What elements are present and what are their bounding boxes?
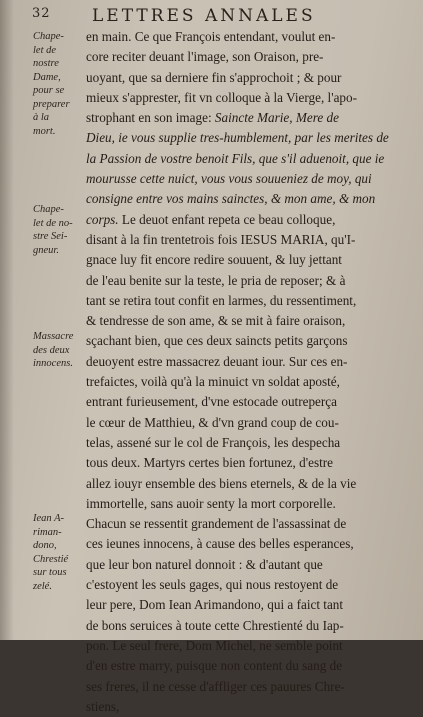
text-span: Le deuot enfant repeta ce beau colloque, — [118, 211, 336, 227]
text-span: deuoyent estre massacrez deuant iour. Sur ces en- — [86, 353, 348, 369]
text-span: strophant en son image: — [86, 110, 215, 126]
text-span: en main. Ce que François entendant, voulut en- — [86, 29, 336, 44]
margin-note-line: stre Sei- — [33, 231, 68, 242]
text-span: ces ieunes innocens, à cause des belles esperances, — [86, 536, 354, 552]
italic-text-span: Saincte Marie, Mere de — [214, 110, 339, 126]
text-line — [86, 47, 416, 67]
text-line — [86, 453, 416, 473]
text-line — [86, 392, 416, 412]
text-line — [86, 189, 416, 209]
text-line — [86, 677, 416, 697]
text-span: entrant furieusement, d'vne estocade outreperça — [86, 394, 337, 410]
text-span: que leur bon naturel donnoit : & d'autant que — [86, 556, 323, 572]
margin-note-line: mort. — [33, 125, 56, 137]
margin-note-chapelet-dame — [33, 30, 83, 138]
page-number: 32 — [32, 6, 51, 21]
margin-note-line: Iean A- — [33, 513, 65, 524]
text-line — [86, 68, 416, 88]
text-span: & tendresse de son ame, & se mit à faire oraison, — [86, 313, 346, 329]
text-span: tant se retira tout confit en larmes, du ressentiment, — [86, 292, 357, 308]
text-line — [86, 372, 416, 392]
text-span: sçachant bien, que ces deux saincts petits garçons — [86, 333, 348, 349]
text-span: de l'eau benite sur la teste, le pria de reposer; & à — [86, 272, 346, 288]
text-span: stiens, — [86, 698, 120, 714]
text-line — [86, 595, 416, 615]
text-span: ses freres, il ne cesse d'affliger ces pauures Chre- — [86, 678, 345, 694]
text-line — [86, 575, 416, 595]
margin-note-line: sur tous — [33, 567, 67, 578]
margin-note-line: let de — [33, 44, 57, 56]
text-span: allez iouyr ensemble des biens eternels, & de la vie — [86, 475, 357, 491]
text-line — [86, 230, 416, 250]
text-line — [86, 271, 416, 291]
text-line — [86, 27, 416, 47]
text-span: d'en estre marry, puisque non content du sang de — [86, 658, 343, 674]
text-span: Chacun se ressentit grandement de l'assassinat de — [86, 516, 347, 532]
margin-note-chapelet-seigneur — [33, 203, 83, 257]
body-text — [86, 27, 416, 717]
margin-note-line: Chape- — [33, 31, 64, 42]
margin-note-line: innocens. — [33, 358, 73, 369]
margin-note-line: nostre — [33, 58, 59, 69]
text-line — [86, 210, 416, 230]
text-line — [86, 108, 416, 128]
text-span: tous deux. Martyrs certes bien fortunez, d'estre — [86, 455, 333, 471]
text-line — [86, 433, 416, 453]
text-line — [86, 555, 416, 575]
italic-text-span: la Passion de vostre benoit Fils, que s'il aduenoit, que ie — [86, 150, 385, 166]
text-line — [86, 128, 416, 148]
italic-text-span: corps. — [86, 211, 119, 227]
text-span: trefaictes, voilà qu'à la minuict vn soldat aposté, — [86, 374, 340, 390]
margin-note-line: let de no- — [33, 217, 73, 229]
text-line — [86, 352, 416, 372]
margin-note-line: Chape- — [33, 204, 64, 215]
text-line — [86, 474, 416, 494]
text-line — [86, 514, 416, 534]
text-span: le cœur de Matthieu, & d'vn grand coup de cou- — [86, 414, 339, 430]
binding-shadow — [0, 0, 14, 640]
margin-note-line: zelé. — [33, 580, 52, 592]
margin-note-line: Dame, — [33, 71, 61, 83]
text-line — [86, 413, 416, 433]
margin-note-iean-arimandono — [33, 512, 83, 593]
running-title: LETTRES ANNALES — [92, 6, 316, 26]
text-span: c'estoyent les seuls gages, qui nous restoyent de — [86, 577, 339, 593]
margin-note-line: pour se — [33, 85, 65, 96]
text-line — [86, 250, 416, 270]
margin-note-line: des deux — [33, 344, 70, 356]
margin-note-line: preparer — [33, 98, 70, 110]
text-line — [86, 697, 416, 717]
text-line — [86, 616, 416, 636]
margin-note-line: gneur. — [33, 244, 59, 256]
margin-note-line: Massacre — [33, 331, 74, 342]
italic-text-span: Dieu, ie vous supplie tres-humblement, par les merites de — [86, 130, 389, 146]
text-span: disant à la fin trentetrois fois IESUS MARIA, qu'I- — [86, 231, 356, 247]
text-line — [86, 88, 416, 108]
text-line — [86, 656, 416, 676]
margin-note-line: dono, — [33, 540, 57, 551]
text-line — [86, 331, 416, 351]
margin-note-line: à la — [33, 112, 50, 123]
text-span: uoyant, que sa derniere fin s'approchoit ; & pour — [86, 69, 342, 85]
italic-text-span: consigne entre vos mains sainctes, & mon ame, & mon — [86, 191, 376, 207]
text-span: immortelle, sans auoir senty la mort corporelle. — [86, 495, 336, 511]
text-span: core reciter deuant l'image, son Oraison, pre- — [86, 49, 324, 65]
text-span: mieux s'apprester, fit vn colloque à la Vierge, l'apo- — [86, 89, 358, 105]
text-line — [86, 636, 416, 656]
text-line — [86, 291, 416, 311]
text-span: leur pere, Dom Iean Arimandono, qui a faict tant — [86, 597, 344, 613]
margin-note-line: riman- — [33, 526, 62, 538]
text-span: gnace luy fit encore redire souuent, & luy jettant — [86, 252, 342, 268]
italic-text-span: mourusse cette nuict, vous vous souueniez de moy, qui — [86, 171, 372, 187]
text-span: pon. Le seul frere, Dom Michel, ne semble point — [86, 637, 343, 653]
text-line — [86, 311, 416, 331]
text-line — [86, 494, 416, 514]
page-header — [32, 6, 392, 28]
text-line — [86, 534, 416, 554]
text-span: de bons seruices à toute cette Chrestienté du Iap- — [86, 617, 344, 633]
text-span: telas, assené sur le col de François, les despecha — [86, 434, 341, 450]
text-line — [86, 149, 416, 169]
margin-note-massacre — [33, 330, 83, 371]
text-line — [86, 169, 416, 189]
margin-note-line: Chrestié — [33, 553, 69, 565]
